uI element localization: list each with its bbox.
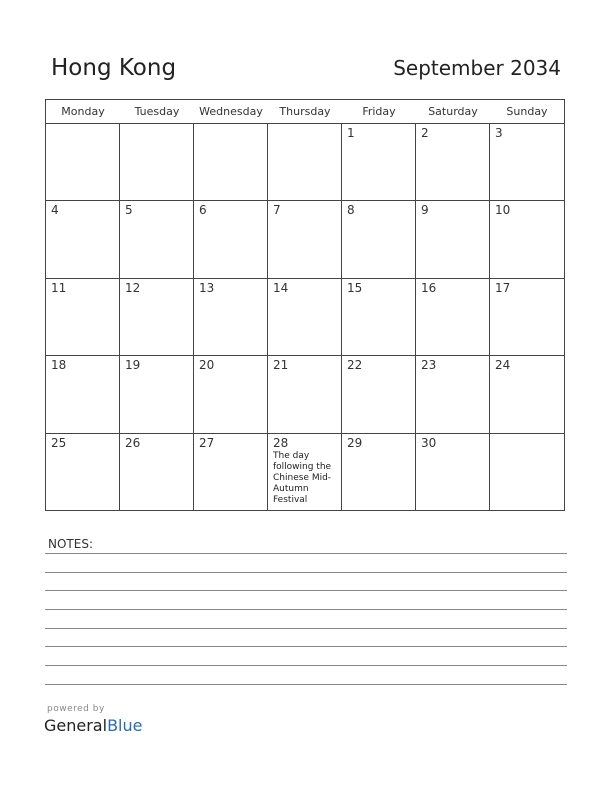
notes-label: NOTES:: [48, 537, 93, 551]
day-number: 3: [495, 126, 503, 140]
day-cell: [416, 434, 490, 511]
day-number: 30: [421, 435, 437, 450]
day-number: 1: [347, 126, 355, 140]
day-number: 26: [125, 435, 141, 450]
day-cell: [194, 356, 268, 433]
holiday-label: The day following the Chinese Mid-Autumn Festival: [273, 450, 332, 505]
day-cell: [490, 434, 564, 511]
weekday-label: Saturday: [428, 105, 478, 118]
day-number: 6: [199, 203, 207, 218]
day-number: 4: [51, 203, 59, 218]
day-cell: [268, 201, 342, 278]
page-title: Hong Kong: [51, 55, 177, 81]
day-cell: [120, 124, 194, 201]
note-line: [45, 628, 567, 629]
day-number: 28: [273, 435, 289, 450]
day-cell: [120, 434, 194, 511]
day-cell: [120, 356, 194, 433]
day-number: 29: [347, 435, 363, 450]
month-title: September 2034: [393, 56, 561, 80]
day-number: 14: [273, 280, 289, 295]
note-line: [45, 609, 567, 610]
day-cell: [490, 279, 564, 356]
weekday-label: Thursday: [279, 105, 331, 118]
day-number: 7: [273, 203, 281, 218]
day-number: 9: [421, 203, 429, 218]
day-number: 12: [125, 280, 141, 295]
day-cell: [416, 201, 490, 278]
brand-general: General: [44, 716, 108, 735]
day-number: 20: [199, 358, 215, 373]
day-cell: [268, 434, 342, 511]
day-number: 13: [199, 280, 215, 295]
weekday-label: Wednesday: [199, 105, 263, 118]
day-number: 21: [273, 358, 289, 373]
day-cell: [416, 124, 490, 201]
day-cell: [342, 124, 416, 201]
day-cell: [120, 201, 194, 278]
day-cell: [342, 434, 416, 511]
day-cell: [120, 279, 194, 356]
day-cell: [46, 201, 120, 278]
day-cell: [46, 434, 120, 511]
day-number: 22: [347, 358, 363, 373]
note-line: [45, 684, 567, 685]
day-number: 5: [125, 203, 133, 218]
weekday-label: Monday: [61, 105, 105, 118]
weekday-label: Tuesday: [134, 105, 180, 118]
note-line: [45, 572, 567, 573]
day-cell: [490, 124, 564, 201]
weekday-label: Sunday: [506, 105, 548, 118]
day-number: 8: [347, 203, 355, 218]
day-cell: [46, 279, 120, 356]
day-number: 10: [495, 203, 511, 218]
day-number: 2: [421, 126, 429, 140]
day-cells: [46, 124, 564, 511]
powered-by-text: powered by: [47, 704, 105, 714]
day-cell: [194, 279, 268, 356]
day-cell: [46, 124, 120, 201]
note-line: [45, 590, 567, 591]
day-number: 18: [51, 358, 67, 373]
day-cell: [194, 124, 268, 201]
note-line: [45, 553, 567, 554]
day-cell: [342, 279, 416, 356]
day-cell: [416, 279, 490, 356]
day-cell: [268, 279, 342, 356]
day-number: 27: [199, 435, 215, 450]
day-cell: [490, 201, 564, 278]
note-line: [45, 665, 567, 666]
brand-logo: [44, 716, 142, 735]
day-cell: [342, 356, 416, 433]
day-number: 25: [51, 435, 67, 450]
day-cell: [194, 434, 268, 511]
day-number: 19: [125, 358, 141, 373]
day-number: 17: [495, 280, 511, 295]
day-cell: [342, 201, 416, 278]
note-line: [45, 646, 567, 647]
weekday-header-row: [46, 100, 564, 124]
day-cell: [490, 356, 564, 433]
day-number: 15: [347, 280, 363, 295]
day-cell: [416, 356, 490, 433]
day-number: 23: [421, 358, 437, 373]
brand-blue: Blue: [107, 716, 143, 735]
day-number: 16: [421, 280, 437, 295]
day-cell: [46, 356, 120, 433]
day-number: 24: [495, 358, 511, 373]
day-number: 11: [51, 280, 67, 295]
weekday-label: Friday: [362, 105, 396, 118]
day-cell: [194, 201, 268, 278]
day-cell: [268, 356, 342, 433]
calendar-grid: [45, 99, 565, 511]
day-cell: [268, 124, 342, 201]
